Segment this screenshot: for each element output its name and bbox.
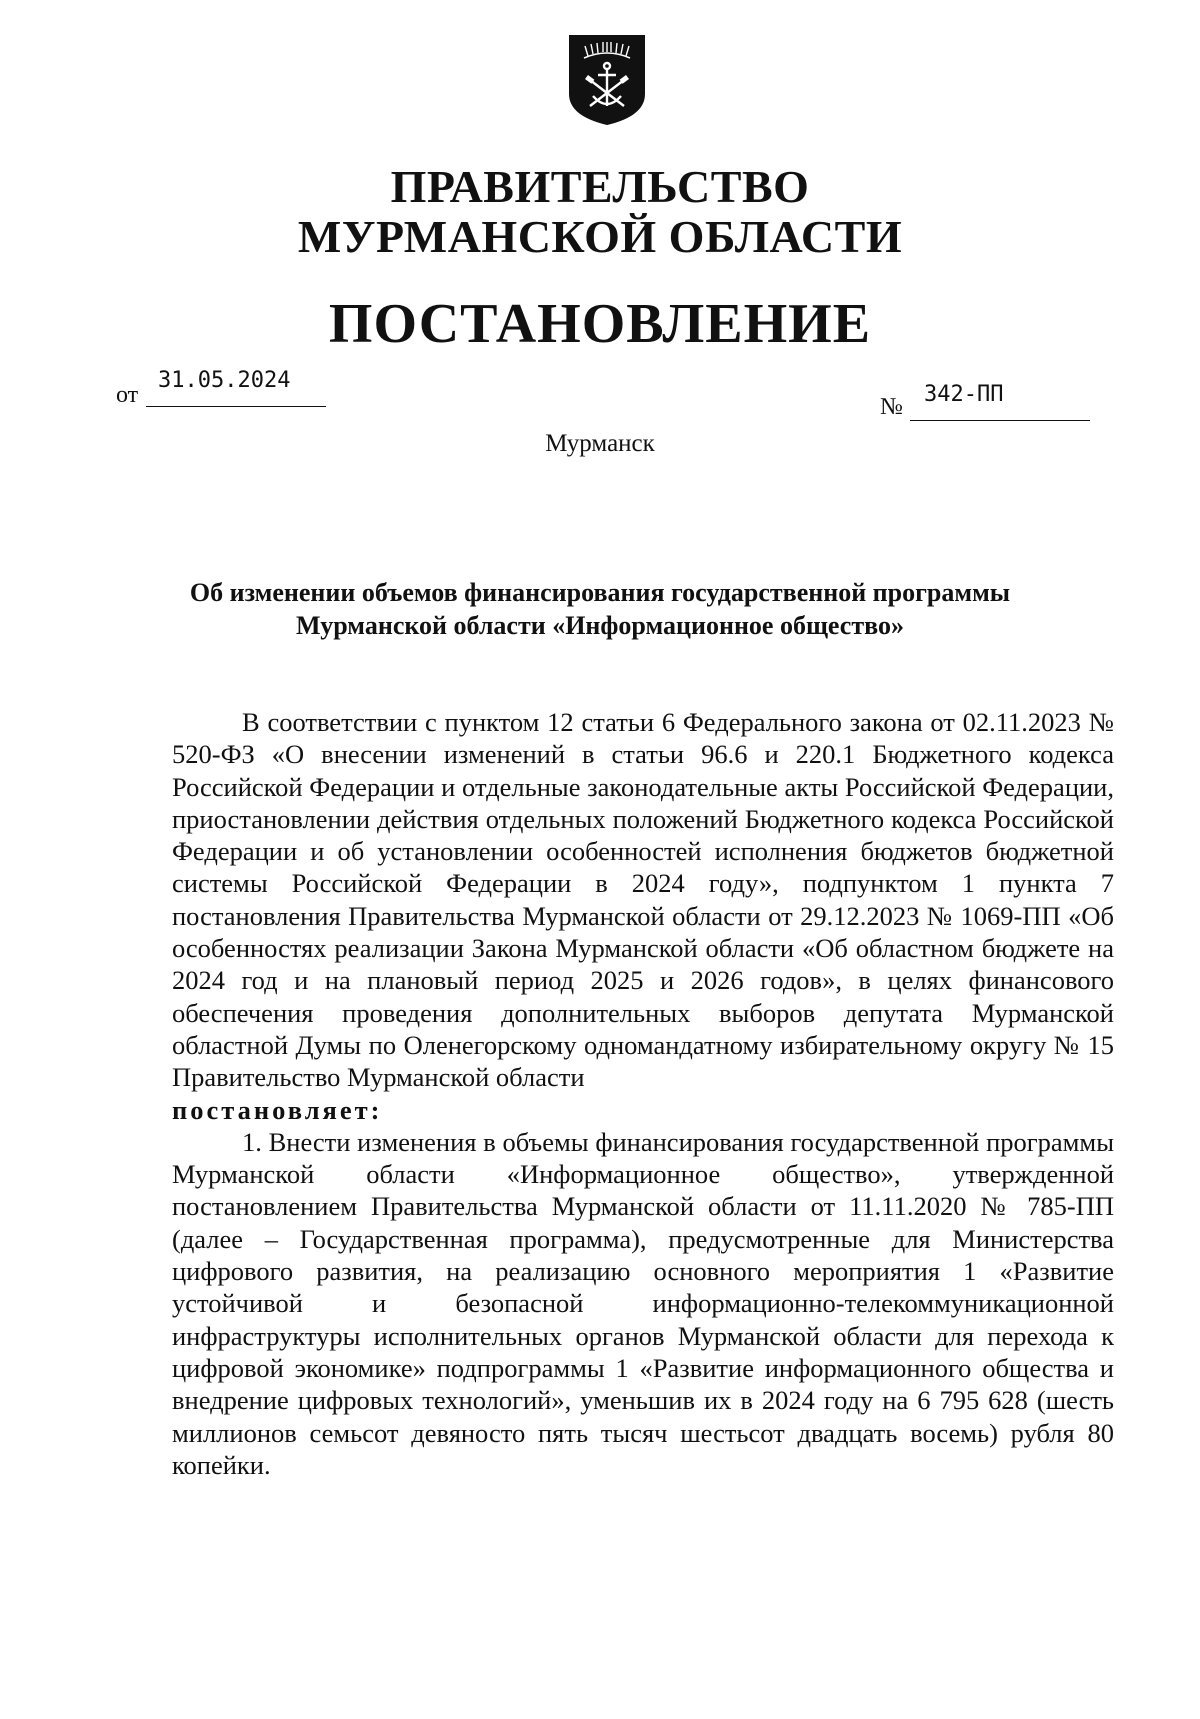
- document-title-line1: Об изменении объемов финансирования государственной программы: [189, 578, 1011, 607]
- resolves-paragraph: [172, 1094, 1114, 1126]
- document-title: [120, 576, 1080, 642]
- clause-1-paragraph: [172, 1126, 1114, 1481]
- document-title-line2: Мурманской области «Информационное общество»: [296, 611, 904, 640]
- resolves-word: постановляет:: [172, 1094, 383, 1125]
- document-type: ПОСТАНОВЛЕНИЕ: [328, 293, 872, 355]
- government-name-line2: МУРМАНСКОЙ ОБЛАСТИ: [297, 211, 903, 262]
- document-body: [172, 706, 1114, 1481]
- clause-1-text: 1. Внести изменения в объемы финансирования государственной программы Мурманской области «Информационное общество», утвержденной постановлением Правительства Мурманской области от 11.11.2020 № 785-ПП (далее – Государственная программа), предусмотренные для Министерства цифрового развития, на реализацию основного мероприятия 1 «Развитие устойчивой и безопасной информационно-телекоммуникационной инфраструктуры исполнительных органов Мурманской области для перехода к цифровой экономике» подпрограммы 1 «Развитие информационного общества и внедрение цифровых технологий», уменьшив их в 2024 году на 6 795 628 (шесть миллионов семьсот девяносто пять тысяч шестьсот двадцать восемь) рубля 80 копейки.: [172, 1126, 1114, 1480]
- number-underline: [910, 420, 1090, 421]
- government-name-line1: ПРАВИТЕЛЬСТВО: [390, 161, 810, 212]
- date-value: 31.05.2024: [158, 368, 291, 393]
- number-value: 342-ПП: [924, 382, 1004, 407]
- city: Мурманск: [545, 430, 655, 457]
- coat-of-arms-icon: [566, 32, 648, 128]
- preamble-paragraph: [172, 706, 1114, 1094]
- number-label: №: [880, 394, 903, 420]
- date-label: от: [116, 382, 139, 408]
- preamble-text: В соответствии с пунктом 12 статьи 6 Федерального закона от 02.11.2023 № 520-ФЗ «О внесении изменений в статьи 96.6 и 220.1 Бюджетного кодекса Российской Федерации и отдельные законодательные акты Российской Федерации, приостановлении действия отдельных положений Бюджетного кодекса Российской Федерации и об установлении особенностей исполнения бюджетов бюджетной системы Российской Федерации в 2024 году», подпунктом 1 пункта 7 постановления Правительства Мурманской области от 29.12.2023 № 1069-ПП «Об особенностях реализации Закона Мурманской области «Об областном бюджете на 2024 год и на плановый период 2025 и 2026 годов», в целях финансового обеспечения проведения дополнительных выборов депутата Мурманской областной Думы по Оленегорскому одномандатному избирательному округу № 15 Правительство Мурманской области: [172, 707, 1114, 1093]
- date-underline: [146, 406, 326, 407]
